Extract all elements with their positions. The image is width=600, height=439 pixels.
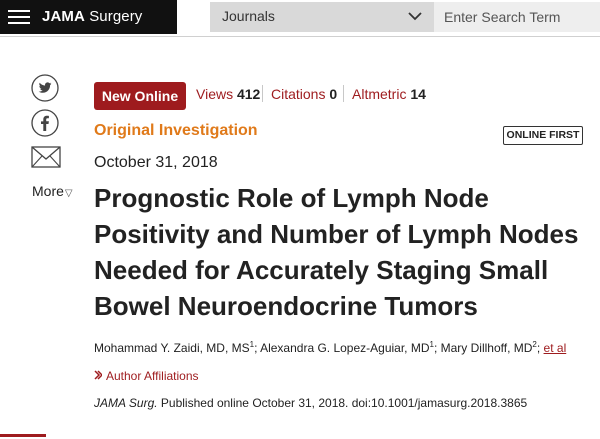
et-al-link[interactable]: et al xyxy=(543,341,567,355)
citations-metric[interactable] xyxy=(271,86,337,102)
section-accent-bar xyxy=(0,434,46,437)
chevron-down-icon xyxy=(408,10,422,22)
altmetric-label: Altmetric xyxy=(352,86,407,102)
online-first-badge: ONLINE FIRST xyxy=(503,126,583,145)
search-input[interactable] xyxy=(434,2,594,32)
brand-suffix: Surgery xyxy=(89,8,143,25)
more-label: More xyxy=(32,183,64,199)
brand-bar xyxy=(0,0,177,34)
brand-prefix: JAMA xyxy=(42,8,85,25)
affiliation-marker: 1 xyxy=(249,340,255,349)
author-name[interactable]: Mohammad Y. Zaidi, MD, MS xyxy=(94,341,250,355)
article-type[interactable]: Original Investigation xyxy=(94,122,258,139)
journals-dropdown-label: Journals xyxy=(222,8,275,24)
author-affiliations-toggle[interactable]: Author Affiliations xyxy=(106,369,199,383)
header-divider xyxy=(0,36,600,37)
twitter-icon[interactable] xyxy=(30,73,60,103)
author-name[interactable]: Alexandra G. Lopez-Aguiar, MD xyxy=(260,341,430,355)
author-list: Mohammad Y. Zaidi, MD, $MS^1$; Alexandra G. Lopez-Aguiar, $MD^1$; Mary Dillhoff, $MD^2$; et al xyxy=(94,340,567,355)
email-icon[interactable] xyxy=(31,146,61,168)
search-box xyxy=(434,2,600,32)
article-title: Prognostic Role of Lymph Node Positivity and Number of Lymph Nodes Needed for Accurately Staging Small Bowel Neuroendocrine Tumors xyxy=(94,183,579,321)
citation-line xyxy=(94,396,527,410)
views-label: Views xyxy=(196,86,234,102)
hamburger-menu-icon[interactable] xyxy=(8,9,30,25)
author-name[interactable]: Mary Dillhoff, MD xyxy=(440,341,533,355)
citation-text: Published online October 31, 2018. doi:10.1001/jamasurg.2018.3865 xyxy=(157,396,528,410)
publication-date: October 31, 2018 xyxy=(94,154,218,171)
views-metric[interactable] xyxy=(196,86,260,102)
affiliation-marker: 1 xyxy=(429,340,434,349)
caret-down-icon: ▽ xyxy=(64,188,73,199)
chevron-right-icon xyxy=(94,370,102,380)
affiliation-marker: 2 xyxy=(532,340,537,349)
metric-separator xyxy=(343,85,344,102)
citation-journal: JAMA Surg. xyxy=(94,396,158,410)
journal-logo[interactable] xyxy=(42,8,142,25)
metric-separator xyxy=(262,85,263,102)
journals-dropdown[interactable] xyxy=(210,2,434,32)
citations-label: Citations xyxy=(271,86,326,102)
new-online-badge: New Online xyxy=(94,82,186,110)
altmetric-metric[interactable] xyxy=(352,86,426,102)
facebook-icon[interactable] xyxy=(30,108,60,138)
top-navigation-bar xyxy=(0,0,600,36)
altmetric-score: 14 xyxy=(410,86,426,102)
views-count: 412 xyxy=(236,86,261,102)
more-share-button[interactable] xyxy=(32,183,73,199)
citations-count: 0 xyxy=(329,86,338,102)
